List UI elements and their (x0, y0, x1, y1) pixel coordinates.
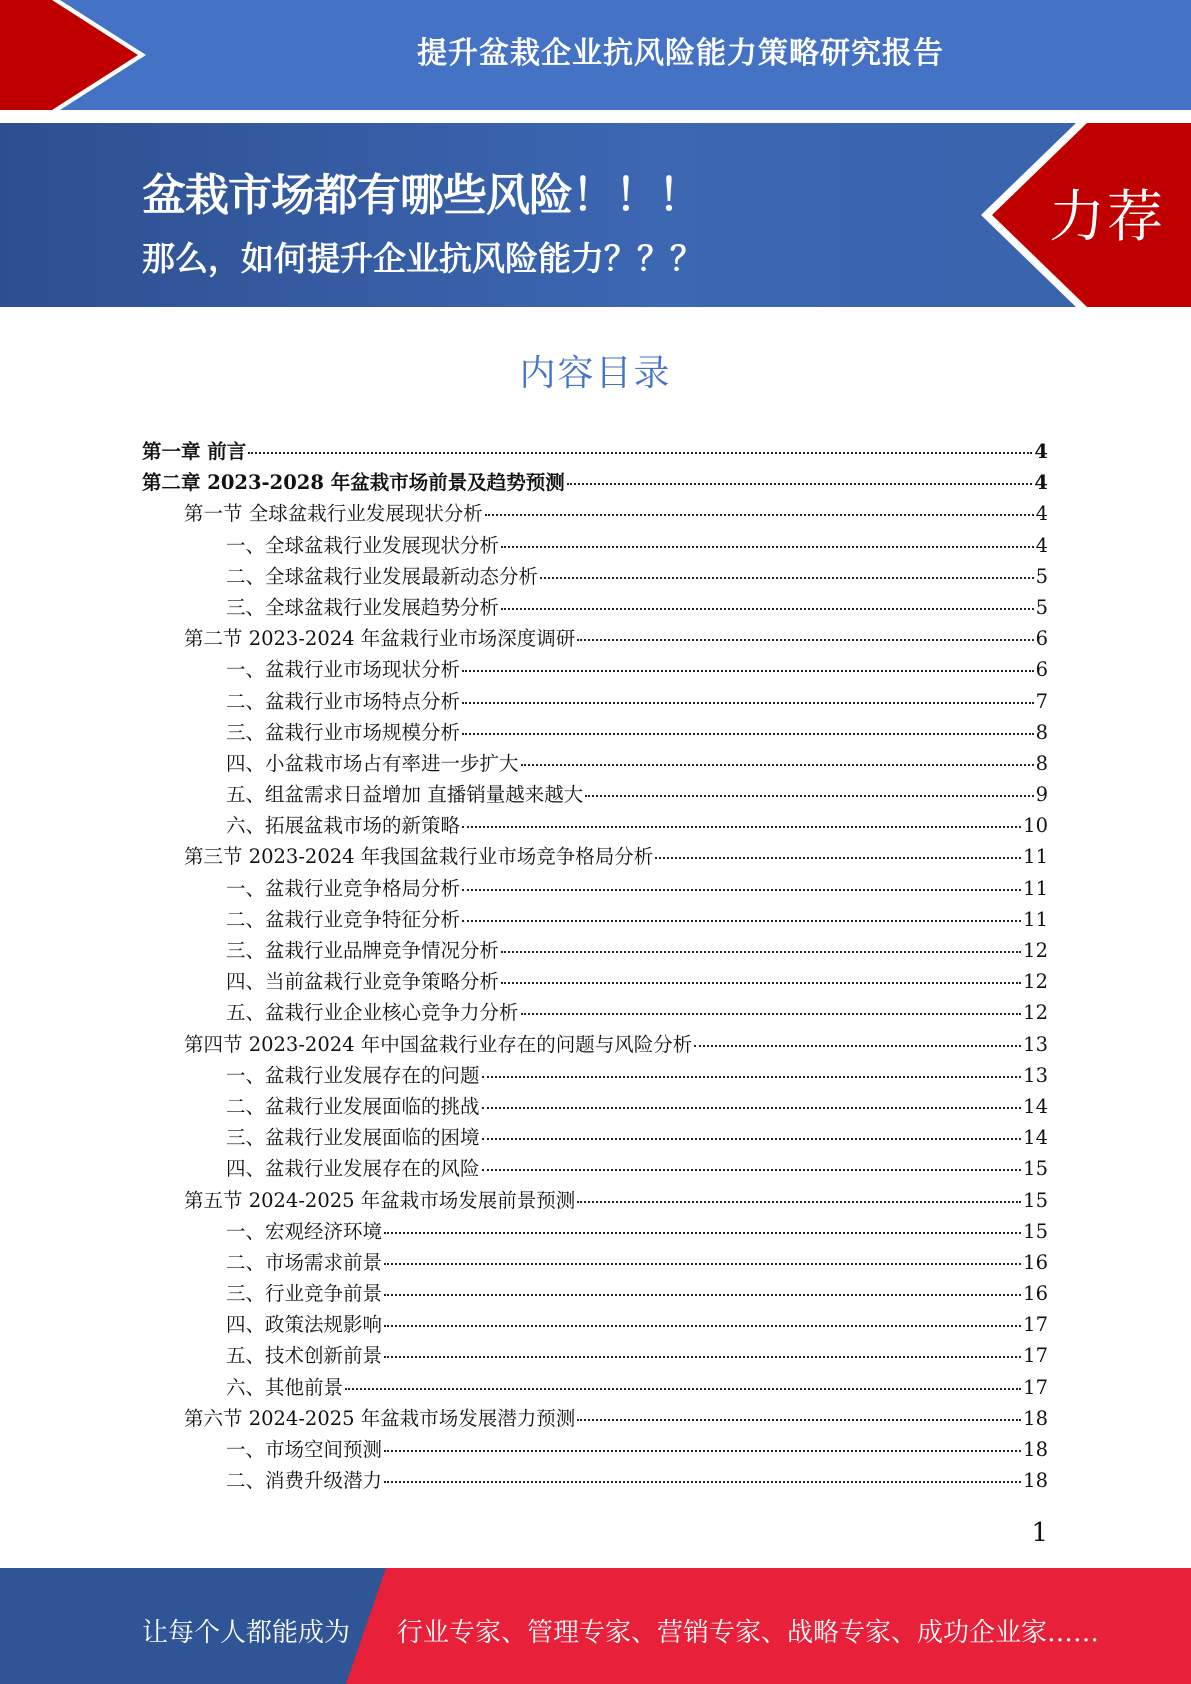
toc-entry-page: 6 (1035, 627, 1048, 651)
toc-entry-text: 三、盆栽行业发展面临的困境 (226, 1126, 480, 1150)
toc-entry[interactable] (142, 1372, 1048, 1403)
hero-banner (0, 123, 1191, 307)
leader-dots (655, 857, 1021, 859)
toc-entry-text: 四、当前盆栽行业竞争策略分析 (226, 970, 500, 994)
toc-entry-text: 一、市场空间预测 (226, 1438, 383, 1461)
toc-entry-text: 四、盆栽行业发展存在的风险 (226, 1157, 480, 1181)
toc-entry-text: 二、盆栽行业竞争特征分析 (226, 907, 461, 931)
toc-entry-page: 16 (1023, 1250, 1048, 1274)
toc-entry-page: 11 (1023, 907, 1048, 931)
toc-entry-text: 二、盆栽行业发展面临的挑战 (226, 1094, 480, 1118)
toc-entry[interactable] (142, 1153, 1048, 1184)
toc-entry[interactable] (142, 1434, 1048, 1465)
toc-entry[interactable] (142, 717, 1048, 748)
toc-entry-text: 四、政策法规影响 (226, 1313, 383, 1337)
toc-entry-page: 17 (1023, 1375, 1048, 1399)
leader-dots (521, 1013, 1022, 1015)
toc-entry-page: 4 (1034, 471, 1048, 495)
toc-entry-text: 一、全球盆栽行业发展现状分析 (226, 533, 500, 557)
toc-entry-page: 8 (1035, 751, 1048, 775)
toc-entry-text: 六、拓展盆栽市场的新策略 (226, 814, 461, 838)
toc-entry-page: 15 (1023, 1157, 1048, 1181)
page-number: 1 (1031, 1518, 1048, 1548)
toc-entry[interactable] (142, 997, 1048, 1028)
toc-entry-page: 12 (1023, 970, 1048, 994)
toc-entry[interactable] (142, 1216, 1048, 1247)
table-of-contents (142, 436, 1048, 1496)
toc-entry-text: 六、其他前景 (226, 1375, 344, 1399)
divider (0, 110, 1191, 123)
leader-dots (345, 1388, 1021, 1390)
toc-entry[interactable] (142, 498, 1048, 529)
toc-entry-text: 二、市场需求前景 (226, 1250, 383, 1274)
toc-entry-text: 一、盆栽行业发展存在的问题 (226, 1063, 480, 1087)
toc-entry-text: 二、盆栽行业市场特点分析 (226, 689, 461, 713)
toc-entry-text: 二、消费升级潜力 (226, 1469, 383, 1493)
leader-dots (384, 1294, 1021, 1296)
toc-entry[interactable] (142, 436, 1048, 467)
toc-entry-text: 第一章 前言 (142, 440, 247, 463)
leader-dots (248, 452, 1032, 454)
leader-dots (384, 1481, 1021, 1483)
toc-entry[interactable] (142, 1278, 1048, 1309)
toc-entry-page: 13 (1023, 1063, 1048, 1087)
leader-dots (462, 733, 1034, 735)
leader-dots (482, 1107, 1022, 1109)
toc-entry[interactable] (142, 1060, 1048, 1091)
toc-entry-page: 17 (1023, 1344, 1048, 1368)
toc-entry[interactable] (142, 467, 1048, 498)
toc-entry-page: 10 (1023, 814, 1048, 838)
leader-dots (462, 670, 1034, 672)
toc-entry[interactable] (142, 1029, 1048, 1060)
toc-entry[interactable] (142, 1340, 1048, 1371)
toc-entry[interactable] (142, 686, 1048, 717)
leader-dots (485, 514, 1034, 516)
toc-entry-text: 第一节 全球盆栽行业发展现状分析 (184, 502, 483, 526)
leader-dots (482, 1138, 1022, 1140)
leader-dots (384, 1263, 1021, 1265)
toc-entry-page: 14 (1023, 1094, 1048, 1118)
toc-entry[interactable] (142, 1185, 1048, 1216)
toc-entry-page: 18 (1023, 1469, 1048, 1493)
footer-slogan-left: 让每个人都能成为 (142, 1618, 351, 1648)
leader-dots (462, 920, 1021, 922)
toc-entry-text: 第三节 2023-2024 年我国盆栽行业市场竞争格局分析 (184, 845, 654, 869)
toc-entry-page: 16 (1023, 1282, 1048, 1306)
toc-entry-text: 第六节 2024-2025 年盆栽市场发展潜力预测 (184, 1406, 576, 1430)
toc-entry-text: 一、盆栽行业竞争格局分析 (226, 876, 461, 900)
toc-entry-page: 6 (1035, 658, 1048, 682)
toc-entry-text: 第五节 2024-2025 年盆栽市场发展前景预测 (184, 1188, 576, 1212)
leader-dots (384, 1232, 1021, 1234)
leader-dots (462, 702, 1034, 704)
toc-entry-page: 18 (1023, 1438, 1048, 1461)
toc-entry-page: 11 (1023, 845, 1048, 869)
toc-entry[interactable] (142, 779, 1048, 810)
toc-entry-page: 12 (1023, 939, 1048, 962)
toc-entry[interactable] (142, 966, 1048, 997)
toc-entry[interactable] (142, 904, 1048, 935)
toc-entry[interactable] (142, 1247, 1048, 1278)
toc-entry[interactable] (142, 1465, 1048, 1496)
toc-entry-text: 三、全球盆栽行业发展趋势分析 (226, 595, 500, 619)
toc-entry[interactable] (142, 623, 1048, 654)
leader-dots (577, 1201, 1021, 1203)
toc-entry[interactable] (142, 592, 1048, 623)
toc-title: 内容目录 (519, 353, 672, 394)
leader-dots (501, 982, 1021, 984)
toc-entry-page: 15 (1023, 1219, 1048, 1243)
toc-entry-text: 一、盆栽行业市场现状分析 (226, 658, 461, 682)
leader-dots (521, 764, 1034, 766)
toc-entry-page: 4 (1035, 502, 1048, 526)
toc-entry-text: 三、盆栽行业市场规模分析 (226, 720, 461, 744)
toc-entry-page: 15 (1023, 1188, 1048, 1212)
toc-entry[interactable] (142, 1309, 1048, 1340)
leader-dots (577, 639, 1033, 641)
leader-dots (501, 546, 1034, 548)
hero-headline: 盆栽市场都有哪些风险！！！ (142, 170, 701, 221)
toc-entry[interactable] (142, 654, 1048, 685)
leader-dots (384, 1450, 1021, 1452)
leader-dots (694, 1045, 1021, 1047)
toc-entry-page: 14 (1023, 1126, 1048, 1150)
report-title: 提升盆栽企业抗风险能力策略研究报告 (417, 36, 944, 71)
toc-entry-page: 4 (1035, 533, 1048, 557)
top-header-band (0, 0, 1191, 110)
toc-entry-page: 4 (1034, 440, 1048, 463)
toc-entry-text: 五、盆栽行业企业核心竞争力分析 (226, 1001, 519, 1025)
toc-entry-page: 18 (1023, 1406, 1048, 1430)
toc-entry-text: 一、宏观经济环境 (226, 1219, 383, 1243)
toc-entry-page: 5 (1035, 595, 1048, 619)
toc-entry-text: 第四节 2023-2024 年中国盆栽行业存在的问题与风险分析 (184, 1032, 693, 1056)
toc-entry-page: 11 (1023, 876, 1048, 900)
toc-entry[interactable] (142, 561, 1048, 592)
toc-entry[interactable] (142, 841, 1048, 872)
leader-dots (384, 1325, 1021, 1327)
toc-entry-text: 三、盆栽行业品牌竞争情况分析 (226, 939, 500, 962)
leader-dots (384, 1356, 1021, 1358)
leader-dots (462, 889, 1021, 891)
toc-entry[interactable] (142, 748, 1048, 779)
red-chevron-decoration (0, 0, 150, 110)
toc-entry-text: 二、全球盆栽行业发展最新动态分析 (226, 564, 539, 588)
recommend-badge: 力荐 (1049, 185, 1165, 250)
leader-dots (585, 795, 1033, 797)
toc-entry-page: 13 (1023, 1032, 1048, 1056)
leader-dots (567, 483, 1033, 485)
toc-entry-page: 7 (1035, 689, 1048, 713)
toc-entry-text: 第二节 2023-2024 年盆栽行业市场深度调研 (184, 627, 576, 651)
toc-entry-page: 5 (1035, 564, 1048, 588)
toc-entry-text: 五、组盆需求日益增加 直播销量越来越大 (226, 783, 584, 807)
toc-entry-page: 12 (1023, 1001, 1048, 1025)
toc-entry-page: 9 (1035, 783, 1048, 807)
toc-entry-text: 五、技术创新前景 (226, 1344, 383, 1368)
hero-subheadline: 那么，如何提升企业抗风险能力？？？ (142, 239, 703, 278)
leader-dots (501, 951, 1021, 953)
toc-entry[interactable] (142, 530, 1048, 561)
toc-entry[interactable] (142, 1403, 1048, 1434)
leader-dots (462, 826, 1021, 828)
toc-entry[interactable] (142, 1122, 1048, 1153)
toc-entry-text: 第二章 2023-2028 年盆栽市场前景及趋势预测 (142, 471, 565, 495)
toc-entry[interactable] (142, 873, 1048, 904)
leader-dots (501, 608, 1034, 610)
leader-dots (482, 1169, 1022, 1171)
toc-entry-page: 17 (1023, 1313, 1048, 1337)
footer-slogan-right: 行业专家、管理专家、营销专家、战略专家、成功企业家…… (397, 1618, 1100, 1648)
leader-dots (540, 577, 1034, 579)
toc-entry[interactable] (142, 810, 1048, 841)
toc-entry-text: 四、小盆栽市场占有率进一步扩大 (226, 751, 519, 775)
leader-dots (577, 1419, 1021, 1421)
toc-entry[interactable] (142, 935, 1048, 966)
toc-entry[interactable] (142, 1091, 1048, 1122)
leader-dots (482, 1076, 1022, 1078)
toc-entry-page: 8 (1035, 720, 1048, 744)
toc-entry-text: 三、行业竞争前景 (226, 1282, 383, 1306)
